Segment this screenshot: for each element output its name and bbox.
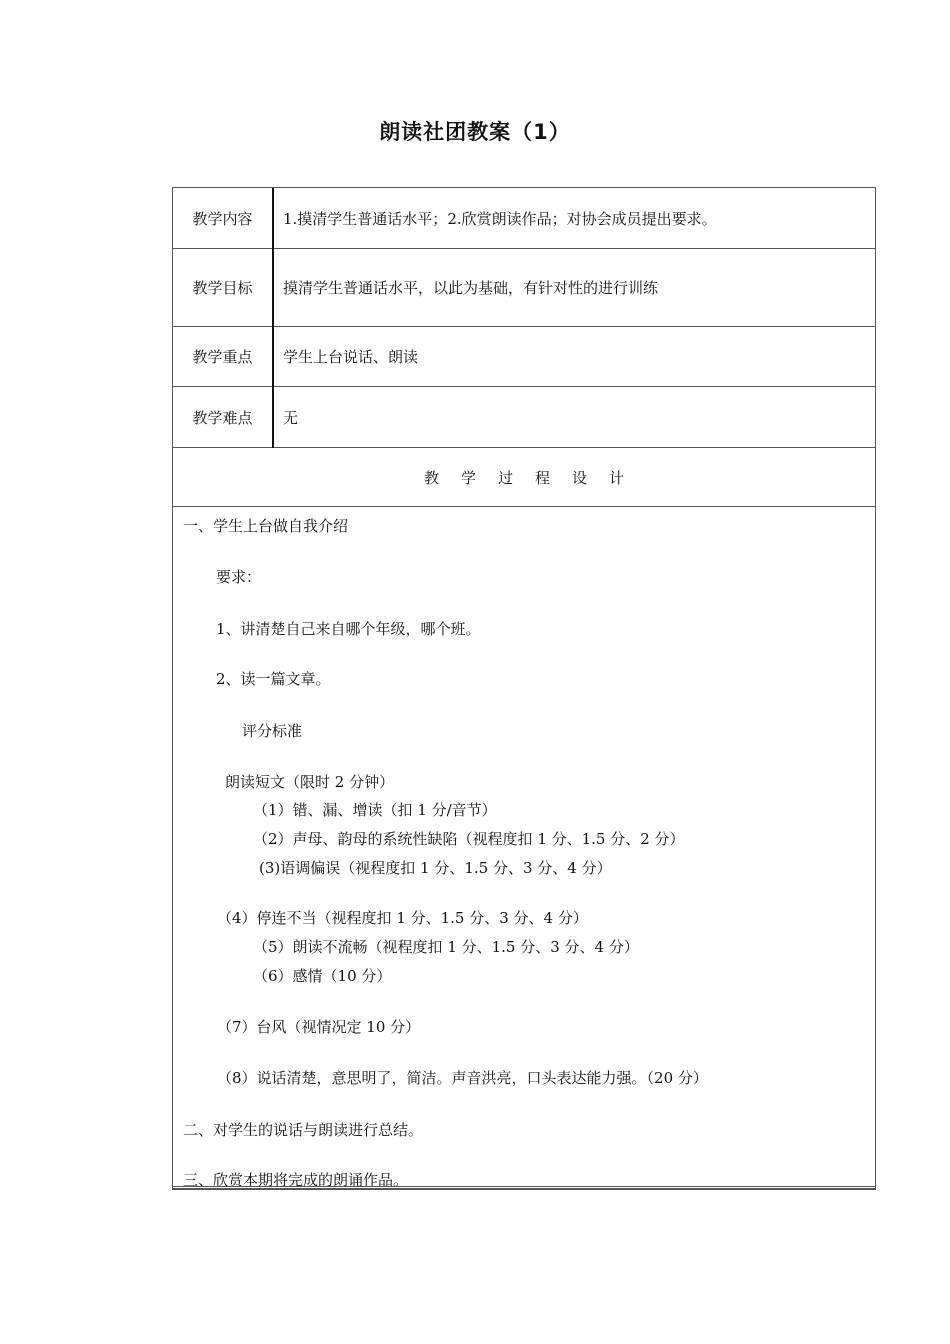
process-line: 三、欣赏本期将完成的朗诵作品。: [183, 1171, 409, 1189]
process-line: 二、对学生的说话与朗读进行总结。: [183, 1121, 424, 1139]
column-divider: [272, 249, 274, 327]
table-row-focus: [173, 327, 875, 387]
process-line: (3)语调偏误（视程度扣 1 分、1.5 分、3 分、4 分）: [259, 859, 612, 877]
process-line: 评分标准: [242, 722, 303, 740]
process-line: 要求：: [216, 568, 262, 586]
process-line: 朗读短文（限时 2 分钟）: [225, 773, 395, 791]
row-value: 1.摸清学生普通话水平；2.欣赏朗读作品；对协会成员提出要求。: [283, 209, 717, 228]
table-row-objective: [173, 249, 875, 327]
column-divider: [272, 387, 274, 448]
process-line: 1、讲清楚自己来自哪个年级，哪个班。: [216, 620, 481, 638]
process-line: （6）感情（10 分）: [253, 967, 392, 985]
row-label: 教学重点: [192, 348, 253, 366]
row-label: 教学目标: [192, 279, 253, 297]
process-line: （1）错、漏、增读（扣 1 分/音节）: [253, 801, 497, 819]
process-line: 2、读一篇文章。: [216, 670, 331, 688]
process-line: （5）朗读不流畅（视程度扣 1 分、1.5 分、3 分、4 分）: [253, 938, 639, 956]
lesson-plan-table: [172, 187, 876, 1190]
process-line: （7）台风（视情况定 10 分）: [217, 1018, 421, 1036]
process-line: 一、学生上台做自我介绍: [183, 517, 349, 535]
column-divider: [272, 327, 274, 387]
row-value: 无: [283, 408, 299, 427]
column-divider: [272, 188, 274, 249]
row-value: 摸清学生普通话水平，以此为基础，有针对性的进行训练: [283, 279, 659, 297]
table-row-content: [173, 188, 875, 249]
row-value: 学生上台说话、朗读: [283, 348, 419, 366]
process-line: （8）说话清楚，意思明了，简洁。声音洪亮，口头表达能力强。（20 分）: [217, 1069, 708, 1087]
table-row-difficulty: [173, 387, 875, 448]
section-header-text: 教学过程设计: [423, 468, 646, 487]
row-label: 教学难点: [192, 408, 253, 427]
document-title: 朗读社团教案（1）: [379, 120, 571, 144]
process-line: （4）停连不当（视程度扣 1 分、1.5 分、3 分、4 分）: [217, 909, 588, 927]
process-line: （2）声母、韵母的系统性缺陷（视程度扣 1 分、1.5 分、2 分）: [253, 830, 685, 848]
process-section-header: [173, 448, 875, 507]
row-label: 教学内容: [192, 209, 253, 228]
